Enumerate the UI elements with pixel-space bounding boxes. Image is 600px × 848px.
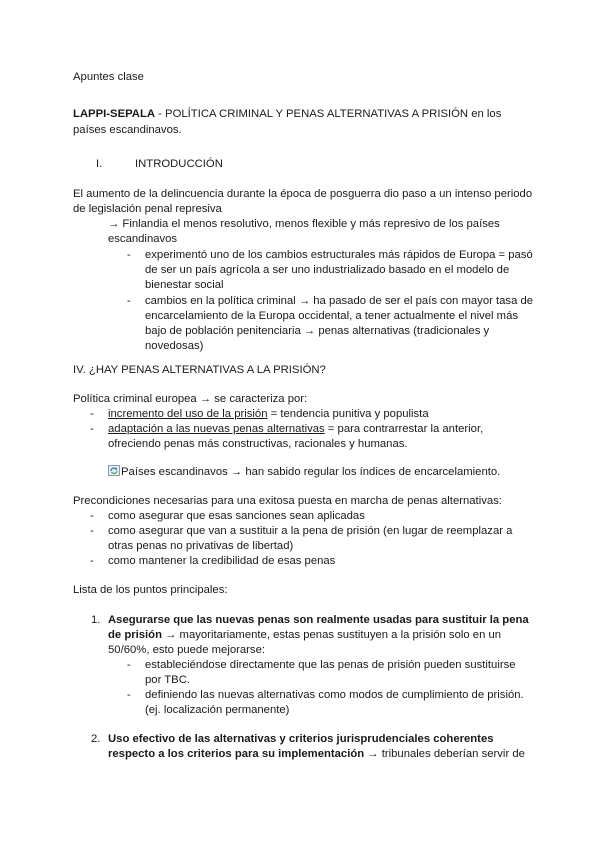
point-1-sub-2-line-1: definiendo las nuevas alternativas como modos de cumplimiento de prisión. <box>145 689 524 701</box>
scandinavia-note-text: Países escandinavos → han sabido regular los índices de encarcelamiento. <box>121 466 501 478</box>
point-1-sub-2-line-2: (ej. localización permanente) <box>145 704 290 716</box>
policy-item-1-rest: = tendencia punitiva y populista <box>267 408 429 420</box>
scandinavia-note <box>108 464 500 480</box>
policy-item-2-underlined: adaptación a las nuevas penas alternativas <box>108 423 325 435</box>
intro-paragraph-line-2: de legislación penal represiva <box>73 203 222 215</box>
precondition-1: como asegurar que esas sanciones sean aplicadas <box>108 510 365 522</box>
bullet-dash: - <box>90 525 94 537</box>
section-1-number: I. <box>96 158 103 170</box>
point-2-bold-end: respecto a los criterios para su implementación <box>108 748 365 760</box>
bullet-dash: - <box>90 510 94 522</box>
doc-title-text: - POLÍTICA CRIMINAL Y PENAS ALTERNATIVAS A PRISIÓN en los <box>155 108 502 120</box>
point-1-sub-1-line-1: estableciéndose directamente que las penas de prisión pueden sustituirse <box>145 659 516 671</box>
main-points-intro: Lista de los puntos principales: <box>73 584 228 596</box>
preconditions-intro: Precondiciones necesarias para una exitosa puesta en marcha de penas alternativas: <box>73 495 502 507</box>
finland-note-line-2: escandinavos <box>108 233 178 245</box>
bullet-dash: - <box>90 423 94 435</box>
bullet-1-line-3: bienestar social <box>145 279 224 291</box>
bullet-2-line-4: novedosas) <box>145 340 204 352</box>
doc-title-line-2: países escandinavos. <box>73 124 182 136</box>
point-1-number: 1. <box>91 614 101 626</box>
bullet-dash: - <box>127 295 131 307</box>
bullet-1-line-2: de ser un país agrícola a ser uno industrializado basado en el modelo de <box>145 264 510 276</box>
point-1-bold-end: de prisión <box>108 629 162 641</box>
bullet-dash: - <box>127 659 131 671</box>
point-1-line-1: Asegurarse que las nuevas penas son realmente usadas para sustituir la pena <box>108 614 529 626</box>
point-2-line-2 <box>108 746 525 762</box>
point-1-line-2 <box>108 627 501 643</box>
section-1-heading: INTRODUCCIÓN <box>135 158 223 170</box>
bullet-2-line-3: bajo de población penitenciaria → penas alternativas (tradicionales y <box>145 325 490 337</box>
refresh-image-icon <box>108 465 120 476</box>
policy-item-2-line-2: ofreciendo penas más constructivas, racionales y humanas. <box>108 438 408 450</box>
policy-intro: Política criminal europea → se caracteriza por: <box>73 393 308 405</box>
precondition-3: como mantener la credibilidad de esas penas <box>108 555 336 567</box>
precondition-2-line-1: como asegurar que van a sustituir a la pena de prisión (en lugar de reemplazar a <box>108 525 513 537</box>
bullet-1-line-1: experimentó uno de los cambios estructurales más rápidos de Europa = pasó <box>145 249 533 261</box>
point-2-line-1: Uso efectivo de las alternativas y criterios jurisprudenciales coherentes <box>108 733 494 745</box>
bullet-dash: - <box>90 408 94 420</box>
bullet-2-line-2: encarcelamiento de la Europa occidental, a tener actualmente el nivel más <box>145 310 519 322</box>
policy-item-1 <box>108 406 429 422</box>
finland-note-line-1: → Finlandia el menos resolutivo, menos flexible y más represivo de los países <box>108 218 500 230</box>
intro-paragraph-line-1: El aumento de la delincuencia durante la época de posguerra dio paso a un intenso periodo <box>73 188 533 200</box>
bullet-dash: - <box>90 555 94 567</box>
point-1-sub-1-line-2: por TBC. <box>145 674 190 686</box>
bullet-dash: - <box>127 689 131 701</box>
bullet-2-line-1: cambios en la política criminal → ha pasado de ser el país con mayor tasa de <box>145 295 534 307</box>
section-4-heading: IV. ¿HAY PENAS ALTERNATIVAS A LA PRISIÓN? <box>73 364 326 376</box>
bullet-dash: - <box>127 249 131 261</box>
point-1-line-3: 50/60%, esto puede mejorarse: <box>108 644 265 656</box>
doc-title-line-1 <box>73 106 501 122</box>
point-1-line-2-rest: → mayoritariamente, estas penas sustituyen a la prisión solo en un <box>161 629 502 641</box>
policy-item-1-underlined: incremento del uso de la prisión <box>108 408 268 420</box>
policy-item-2-rest: = para contrarrestar la anterior, <box>324 423 484 435</box>
point-2-line-2-rest: → tribunales deberían servir de <box>364 748 525 760</box>
precondition-2-line-2: otras penas no privativas de libertad) <box>108 540 294 552</box>
doc-author: LAPPI-SEPALA <box>73 108 156 120</box>
page-header: Apuntes clase <box>73 71 144 83</box>
point-2-number: 2. <box>91 733 101 745</box>
policy-item-2 <box>108 421 483 437</box>
